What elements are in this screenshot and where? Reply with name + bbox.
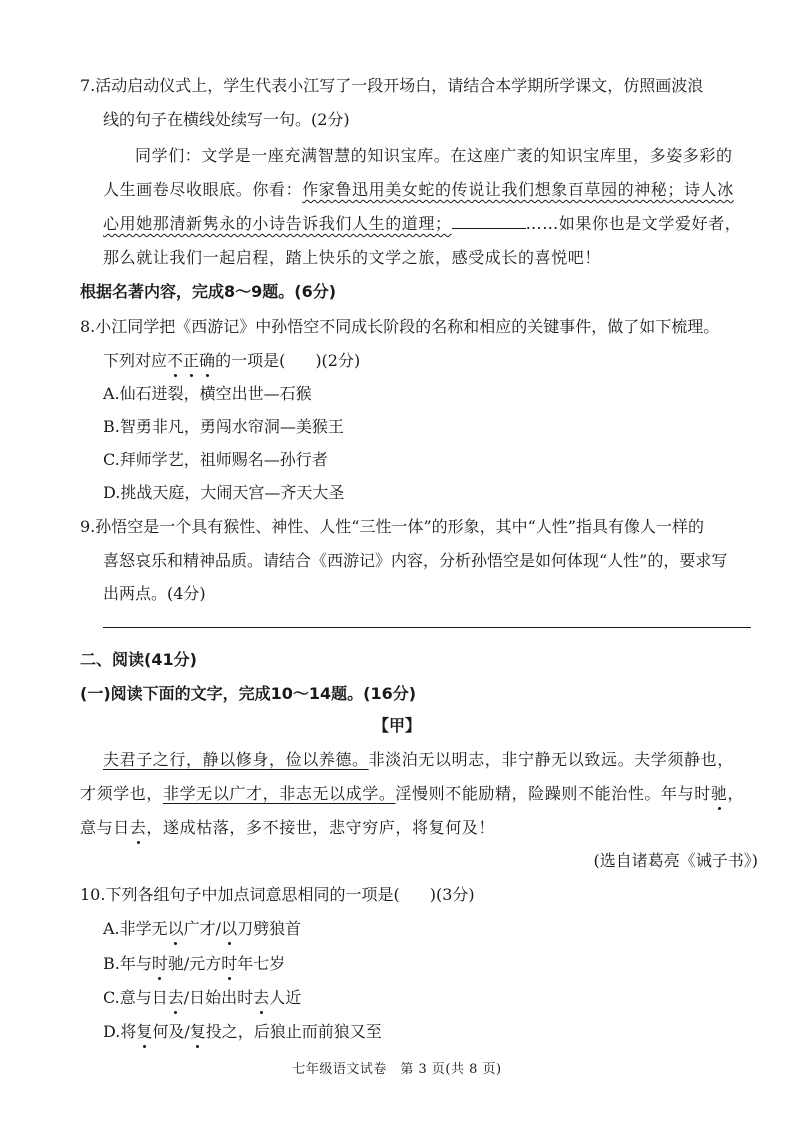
emphasis-dot-char: 确 (199, 349, 215, 373)
underlined-sentence: 夫君子之行，静以修身，俭以养德。 (103, 750, 369, 769)
option-text: 人近 (269, 988, 302, 1007)
q7-stem-line1: 7.活动启动仪式上，学生代表小江写了一段开场白，请结合本学期所学课文，仿照画波浪 (80, 76, 704, 95)
q8-option-c: C.拜师学艺，祖师赐名—孙行者 (103, 450, 328, 469)
q7-passage-line2 (103, 178, 734, 202)
passage-text: 意与日 (80, 818, 130, 837)
option-text: 刀劈狼首 (237, 919, 302, 938)
emphasis-dot-char: 时 (152, 952, 168, 976)
emphasis-dot-char: 去 (168, 986, 184, 1010)
emphasis-dot-char: 以 (168, 917, 184, 941)
q9-answer-line[interactable] (103, 627, 751, 628)
underlined-sentence: 非学无以广才，非志无以成学。 (163, 784, 396, 803)
q10-option-b (103, 952, 285, 976)
passage-text: ， (727, 784, 745, 803)
q9-stem-line2: 喜怒哀乐和精神品质。请结合《西游记》内容，分析孙悟空是如何体现“人性”的，要求写 (103, 551, 728, 570)
passage-label: 【甲】 (372, 716, 421, 735)
emphasis-dot-char: 不 (167, 349, 183, 373)
option-text: 何及/ (152, 1022, 190, 1041)
q7-wavy-sentence-part1: 作家鲁迅用美女蛇的传说让我们想象百草园的神秘；诗人冰 (302, 180, 734, 199)
option-text: D.将 (103, 1022, 137, 1041)
passage-line1 (103, 748, 734, 772)
q9-stem-line3: 出两点。(4分) (103, 584, 206, 603)
option-text: C.意与日 (103, 988, 168, 1007)
option-text: 投之，后狼止而前狼又至 (205, 1022, 382, 1041)
q7-passage-line4: 那么就让我们一起启程，踏上快乐的文学之旅，感受成长的喜悦吧！ (103, 248, 602, 267)
passage-text: ，遂成枯落，多不接世，悲守穷庐，将复何及！ (146, 818, 496, 837)
q10-stem-score: )(3分) (429, 885, 475, 904)
option-text: /日始出时 (183, 988, 254, 1007)
q8-stem-score: )(2分) (315, 351, 361, 370)
q10-option-a (103, 917, 301, 941)
q7-passage-text: ……如果你也是文学爱好者， (525, 214, 742, 233)
q7-answer-blank[interactable] (452, 214, 526, 229)
option-text: A.非学无 (103, 919, 168, 938)
passage-line3 (80, 816, 495, 840)
section-classic-heading: 根据名著内容，完成8～9题。(6分) (80, 282, 337, 301)
section2-part1-heading: (一)阅读下面的文字，完成10～14题。(16分) (80, 684, 417, 703)
q7-stem-line2: 线的句子在横线处续写一句。(2分) (103, 110, 350, 129)
q7-passage-line3 (103, 212, 741, 236)
q10-option-d (103, 1020, 382, 1044)
passage-source: (选自诸葛亮《诫子书》) (593, 851, 758, 870)
emphasis-dot-char: 去 (253, 986, 269, 1010)
q8-stem-text: 的一项是( (215, 351, 286, 370)
q8-stem-text: 下列对应 (103, 351, 168, 370)
q10-option-c (103, 986, 301, 1010)
emphasis-dot-char: 正 (183, 349, 199, 373)
q8-stem-line1: 8.小江同学把《西游记》中孙悟空不同成长阶段的名称和相应的关键事件，做了如下梳理。 (80, 317, 720, 336)
q7-passage-line1: 同学们：文学是一座充满智慧的知识宝库。在这座广袤的知识宝库里，多姿多彩的 (135, 146, 733, 165)
emphasis-dot-char: 复 (190, 1020, 206, 1044)
q10-stem-text: 10.下列各组句子中加点词意思相同的一项是( (80, 885, 400, 904)
passage-text: 非淡泊无以明志，非宁静无以致远。夫学须静也， (368, 750, 734, 769)
emphasis-dot-char: 以 (221, 917, 237, 941)
q10-stem (80, 883, 475, 907)
q8-option-b: B.智勇非凡，勇闯水帘洞—美猴王 (103, 417, 344, 436)
emphasis-dot-char: 时 (221, 952, 237, 976)
q8-option-a: A.仙石迸裂，横空出世—石猴 (103, 384, 312, 403)
emphasis-dot-char: 去 (130, 816, 147, 840)
option-text: B.年与 (103, 954, 152, 973)
page-footer: 七年级语文试卷 第 3 页(共 8 页) (292, 1062, 502, 1077)
section2-heading: 二、阅读(41分) (80, 650, 197, 669)
option-text: 年七岁 (237, 954, 286, 973)
passage-text: 才须学也， (80, 784, 164, 803)
option-text: 驰/元方 (167, 954, 222, 973)
passage-text: 淫慢则不能励精，险躁则不能治性。年与时 (395, 784, 711, 803)
passage-line2 (80, 782, 744, 806)
q8-option-d: D.挑战天庭，大闹天宫—齐天大圣 (103, 483, 345, 502)
q8-stem-line2 (103, 349, 360, 373)
option-text: 广才/ (183, 919, 222, 938)
q7-passage-text: 人生画卷尽收眼底。你看： (103, 180, 303, 199)
q7-wavy-sentence-part2: 心用她那清新隽永的小诗告诉我们人生的道理； (103, 214, 452, 233)
emphasis-dot-char: 驰 (711, 782, 728, 806)
emphasis-dot-char: 复 (136, 1020, 152, 1044)
q9-stem-line1: 9.孙悟空是一个具有猴性、神性、人性“三性一体”的形象，其中“人性”指具有像人一样的 (80, 517, 704, 536)
